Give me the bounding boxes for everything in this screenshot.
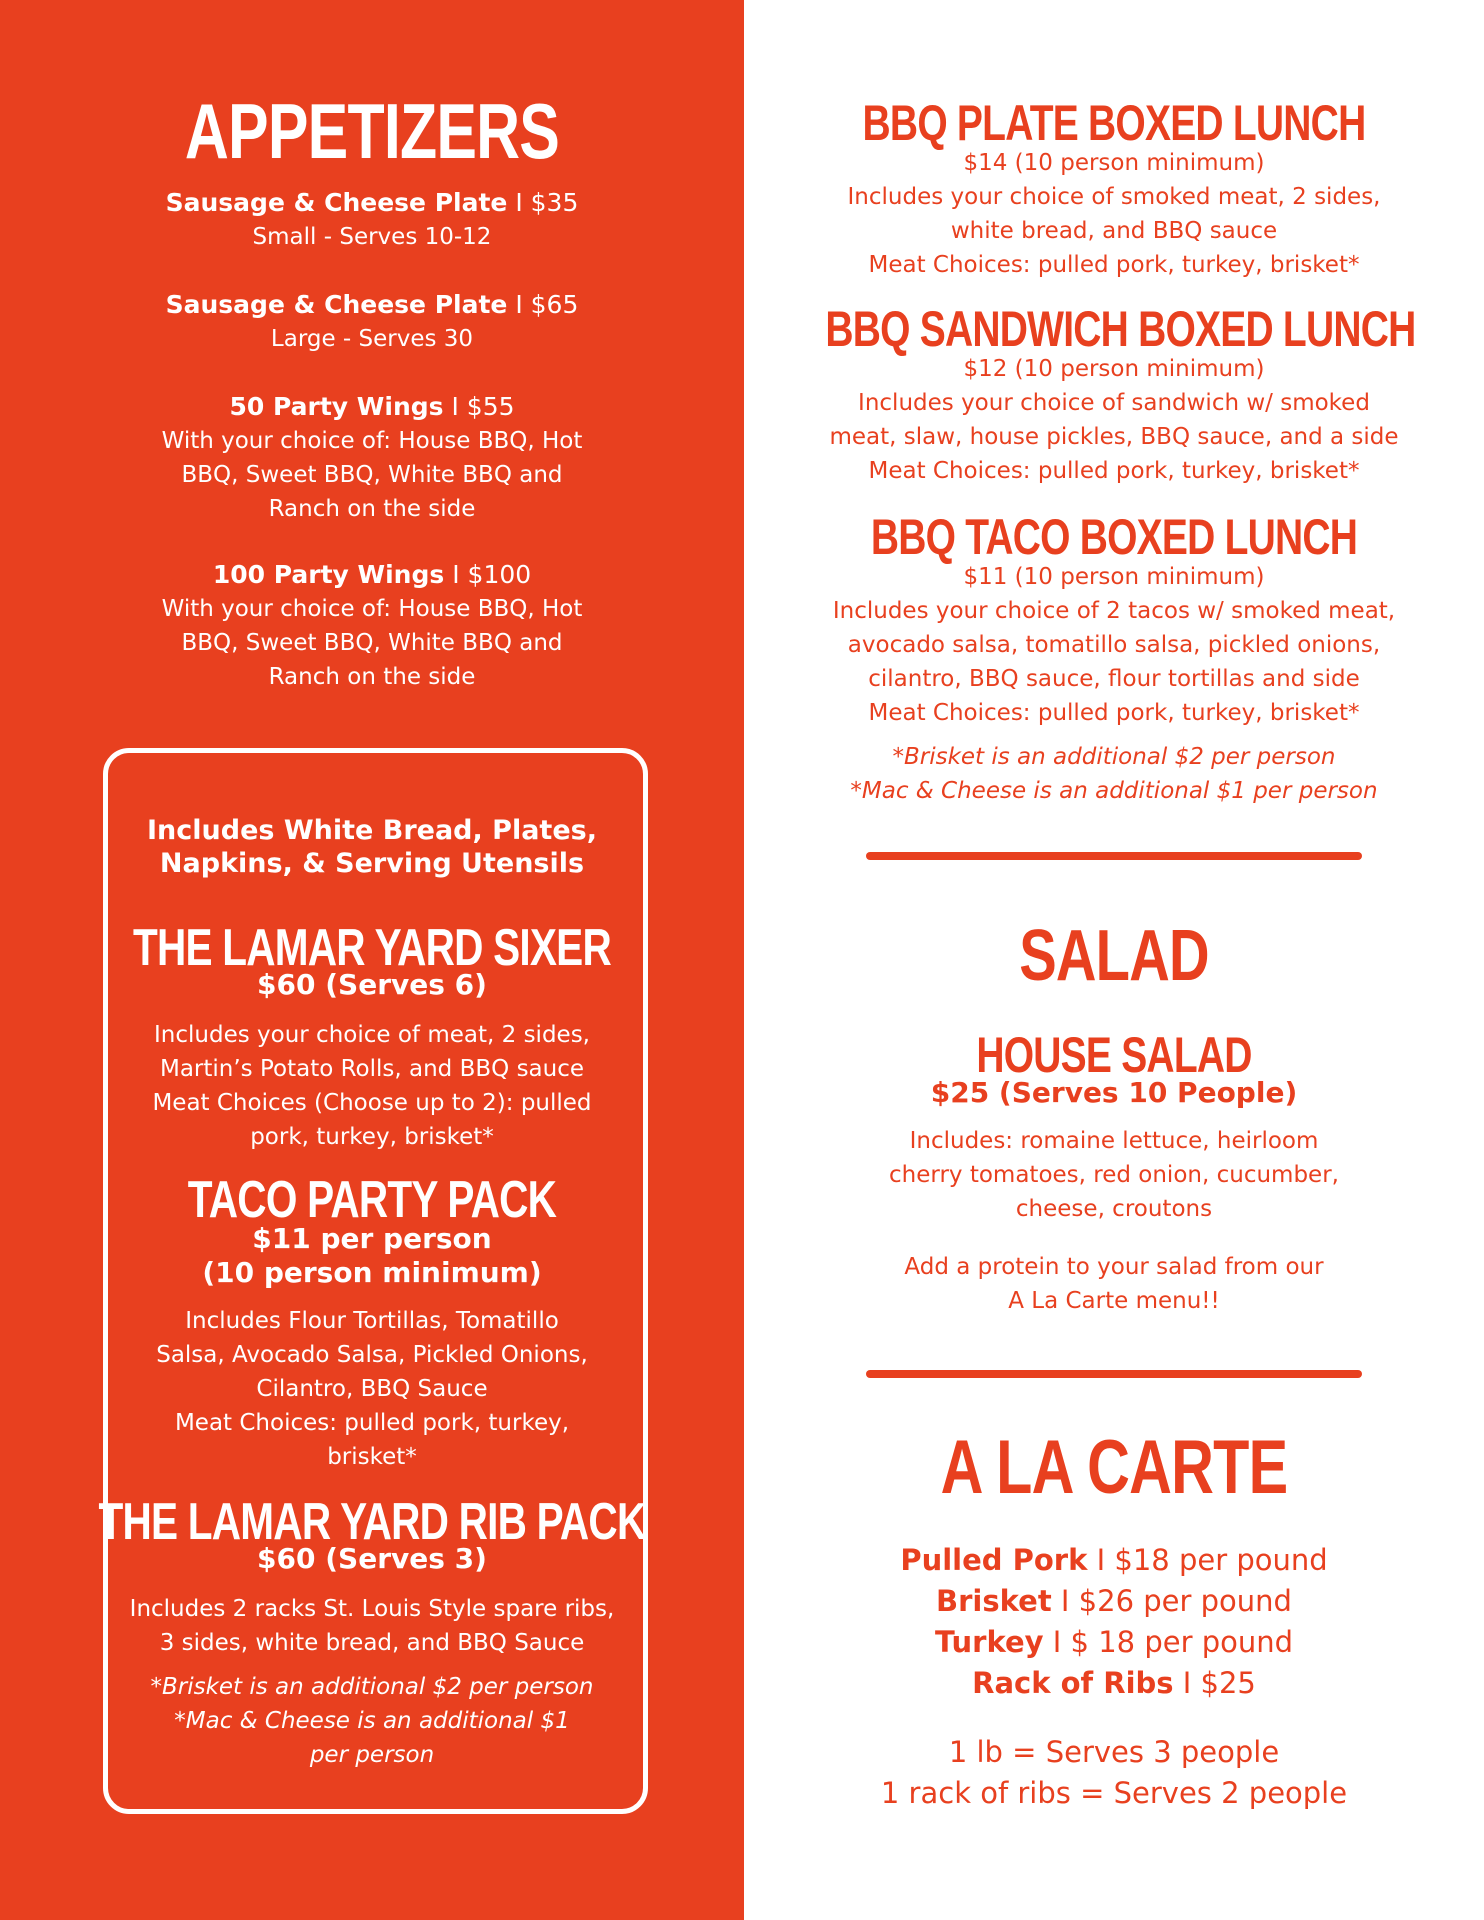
sixer-title: THE LAMAR YARD SIXER: [133, 919, 611, 977]
rib-pack-desc-line: Includes 2 racks St. Louis Style spare ribs,: [129, 1596, 615, 1622]
taco-boxed-line: Includes your choice of 2 tacos w/ smoked meat,: [832, 598, 1396, 624]
alacarte-item-price: I $25: [1173, 1666, 1256, 1700]
alacarte-item-name: Brisket: [936, 1584, 1052, 1618]
section-divider: [866, 1370, 1362, 1378]
sandwich-boxed-title: BBQ SANDWICH BOXED LUNCH: [825, 301, 1416, 357]
salad-title: SALAD: [1019, 916, 1209, 996]
sandwich-boxed-line: Includes your choice of sandwich w/ smoked: [858, 390, 1370, 416]
house-salad-desc-line: Includes: romaine lettuce, heirloom: [909, 1128, 1319, 1154]
rib-pack-note-line: *Brisket is an additional $2 per person: [150, 1674, 594, 1700]
salad-protein-line: Add a protein to your salad from our: [904, 1254, 1324, 1280]
sandwich-boxed-line: meat, slaw, house pickles, BBQ sauce, and a side: [829, 424, 1399, 450]
sixer-desc-line: Martin’s Potato Rolls, and BBQ sauce: [159, 1056, 585, 1082]
sixer-desc: [0, 1018, 744, 1154]
appetizer-item: [0, 390, 744, 526]
taco-boxed-line: $11 (10 person minimum): [963, 564, 1265, 590]
packages-includes: [0, 814, 744, 880]
house-salad-desc-line: cherry tomatoes, red onion, cucumber,: [889, 1162, 1339, 1188]
taco-pack-desc-line: Cilantro, BBQ Sauce: [256, 1376, 488, 1402]
house-salad-desc-line: cheese, croutons: [1015, 1196, 1213, 1222]
taco-pack-price-line: (10 person minimum): [202, 1256, 542, 1289]
appetizer-name: Sausage & Cheese Plate: [165, 188, 508, 217]
alacarte-item: [744, 1540, 1484, 1581]
taco-pack-desc-line: brisket*: [327, 1444, 417, 1470]
rib-pack-note-line: *Mac & Cheese is an additional $1: [174, 1708, 570, 1734]
sixer-desc-line: pork, turkey, brisket*: [250, 1124, 494, 1150]
rib-pack-desc: [0, 1592, 744, 1660]
plate-boxed-line: white bread, and BBQ sauce: [950, 218, 1278, 244]
packages-includes-line: Napkins, & Serving Utensils: [159, 848, 585, 879]
alacarte-item: [744, 1663, 1484, 1704]
plate-boxed-line: Meat Choices: pulled pork, turkey, brisket*: [868, 252, 1360, 278]
taco-pack-desc-line: Includes Flour Tortillas, Tomatillo: [185, 1308, 559, 1334]
rib-pack-note-line: per person: [309, 1742, 435, 1768]
plate-boxed-line: Includes your choice of smoked meat, 2 sides,: [847, 184, 1381, 210]
appetizer-desc: BBQ, Sweet BBQ, White BBQ and: [181, 462, 563, 488]
sandwich-boxed-line: Meat Choices: pulled pork, turkey, brisket*: [868, 458, 1360, 484]
house-salad-desc: [744, 1124, 1484, 1226]
appetizer-item: [0, 186, 744, 254]
appetizer-desc: Small - Serves 10-12: [252, 224, 492, 250]
sixer-desc-line: Meat Choices (Choose up to 2): pulled: [152, 1090, 592, 1116]
taco-boxed-line: cilantro, BBQ sauce, flour tortillas and side: [868, 666, 1360, 692]
house-salad-price: $25 (Serves 10 People): [930, 1076, 1298, 1109]
right-panel: [744, 0, 1484, 1920]
taco-boxed-line: Meat Choices: pulled pork, turkey, brisket*: [868, 700, 1360, 726]
packages-includes-line: Includes White Bread, Plates,: [147, 815, 597, 846]
appetizer-item: [0, 558, 744, 694]
alacarte-item-name: Rack of Ribs: [972, 1666, 1174, 1700]
appetizer-desc: BBQ, Sweet BBQ, White BBQ and: [181, 630, 563, 656]
taco-pack-desc: [0, 1304, 744, 1474]
taco-boxed-desc: [744, 560, 1484, 730]
appetizer-desc: Large - Serves 30: [270, 326, 474, 352]
alacarte-serve-line: 1 rack of ribs = Serves 2 people: [880, 1776, 1348, 1810]
plate-boxed-line: $14 (10 person minimum): [963, 150, 1265, 176]
appetizer-price: I $65: [507, 290, 579, 319]
alacarte-item-name: Turkey: [934, 1625, 1044, 1659]
alacarte-item-price: I $ 18 per pound: [1043, 1625, 1294, 1659]
salad-protein-line: A La Carte menu!!: [1008, 1288, 1220, 1314]
appetizer-item: [0, 288, 744, 356]
appetizers-title: APPETIZERS: [184, 87, 560, 175]
appetizer-desc: With your choice of: House BBQ, Hot: [161, 428, 583, 454]
appetizer-name: Sausage & Cheese Plate: [165, 290, 508, 319]
house-salad-title: HOUSE SALAD: [976, 1027, 1252, 1083]
appetizer-price: I $35: [507, 188, 579, 217]
section-divider: [866, 852, 1362, 860]
taco-pack-price: [0, 1222, 744, 1290]
taco-pack-desc-line: Meat Choices: pulled pork, turkey,: [174, 1410, 570, 1436]
taco-pack-price-line: $11 per person: [252, 1222, 492, 1255]
boxed-note-line: *Mac & Cheese is an additional $1 per person: [850, 778, 1378, 804]
plate-boxed-title: BBQ PLATE BOXED LUNCH: [862, 95, 1366, 151]
alacarte-serve-line: 1 lb = Serves 3 people: [948, 1735, 1280, 1769]
appetizer-desc: Ranch on the side: [268, 664, 476, 690]
taco-pack-desc-line: Salsa, Avocado Salsa, Pickled Onions,: [156, 1342, 588, 1368]
alacarte-list: [744, 1540, 1484, 1704]
taco-boxed-line: avocado salsa, tomatillo salsa, pickled onions,: [847, 632, 1381, 658]
alacarte-item: [744, 1622, 1484, 1663]
rib-pack-title: THE LAMAR YARD RIB PACK: [98, 1493, 646, 1551]
boxed-note-line: *Brisket is an additional $2 per person: [892, 744, 1336, 770]
alacarte-item-price: I $26 per pound: [1051, 1584, 1292, 1618]
plate-boxed-desc: [744, 146, 1484, 282]
appetizer-desc: With your choice of: House BBQ, Hot: [161, 596, 583, 622]
appetizer-price: I $100: [444, 560, 532, 589]
appetizer-price: I $55: [443, 392, 515, 421]
boxed-notes: [744, 740, 1484, 808]
salad-protein-note: [744, 1250, 1484, 1318]
taco-boxed-title: BBQ TACO BOXED LUNCH: [870, 509, 1358, 565]
sixer-desc-line: Includes your choice of meat, 2 sides,: [154, 1022, 590, 1048]
rib-pack-notes: [0, 1670, 744, 1772]
rib-pack-price: $60 (Serves 3): [257, 1542, 487, 1575]
sandwich-boxed-desc: [744, 352, 1484, 488]
sandwich-boxed-line: $12 (10 person minimum): [963, 356, 1265, 382]
alacarte-serves: [744, 1732, 1484, 1814]
alacarte-item-price: I $18 per pound: [1087, 1543, 1328, 1577]
sixer-price: $60 (Serves 6): [257, 968, 487, 1001]
appetizer-desc: Ranch on the side: [268, 496, 476, 522]
alacarte-title: A LA CARTE: [940, 1425, 1288, 1510]
alacarte-item: [744, 1581, 1484, 1622]
rib-pack-desc-line: 3 sides, white bread, and BBQ Sauce: [159, 1630, 585, 1656]
alacarte-item-name: Pulled Pork: [900, 1543, 1088, 1577]
appetizer-name: 50 Party Wings: [229, 392, 444, 421]
taco-pack-title: TACO PARTY PACK: [187, 1171, 557, 1229]
appetizer-name: 100 Party Wings: [212, 560, 445, 589]
